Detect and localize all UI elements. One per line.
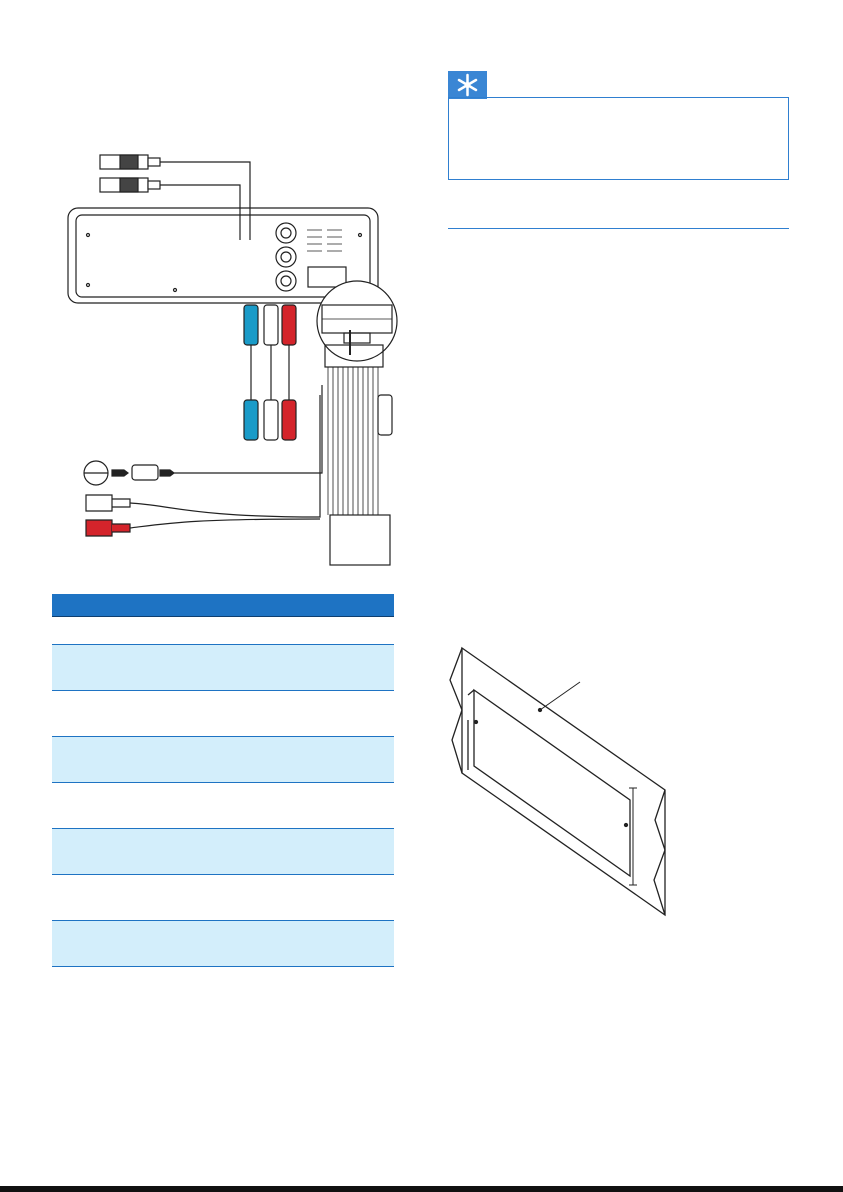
table-row [52,829,394,875]
wiring-diagram [60,145,400,570]
table-row [52,921,394,967]
rca-jack-1 [276,223,296,243]
table-row [52,645,394,691]
harness-plug [330,515,390,565]
wire-table [52,594,394,967]
table-row [52,783,394,829]
remote-adapter [132,465,158,480]
tip-badge [448,71,487,99]
section-divider [448,228,789,229]
head-unit-rear-panel [68,208,378,303]
line-in-red-plug [86,520,112,536]
table-header [52,594,394,617]
rca-jack-3 [276,271,296,291]
page-bottom-bar [0,1186,843,1192]
rca-cable-white [264,305,278,440]
line-in-white-plug [86,495,112,511]
mount-leader-line [540,682,580,710]
mounting-diagram [440,640,680,920]
table-row [52,617,394,645]
connector-zoom [317,281,397,361]
rca-cable-blue [244,305,258,440]
table-row [52,737,394,783]
tip-box [448,97,789,180]
asterisk-icon [448,71,487,99]
rca-jack-2 [276,247,296,267]
rca-cable-red [282,305,296,440]
table-row [52,875,394,921]
table-row [52,691,394,737]
